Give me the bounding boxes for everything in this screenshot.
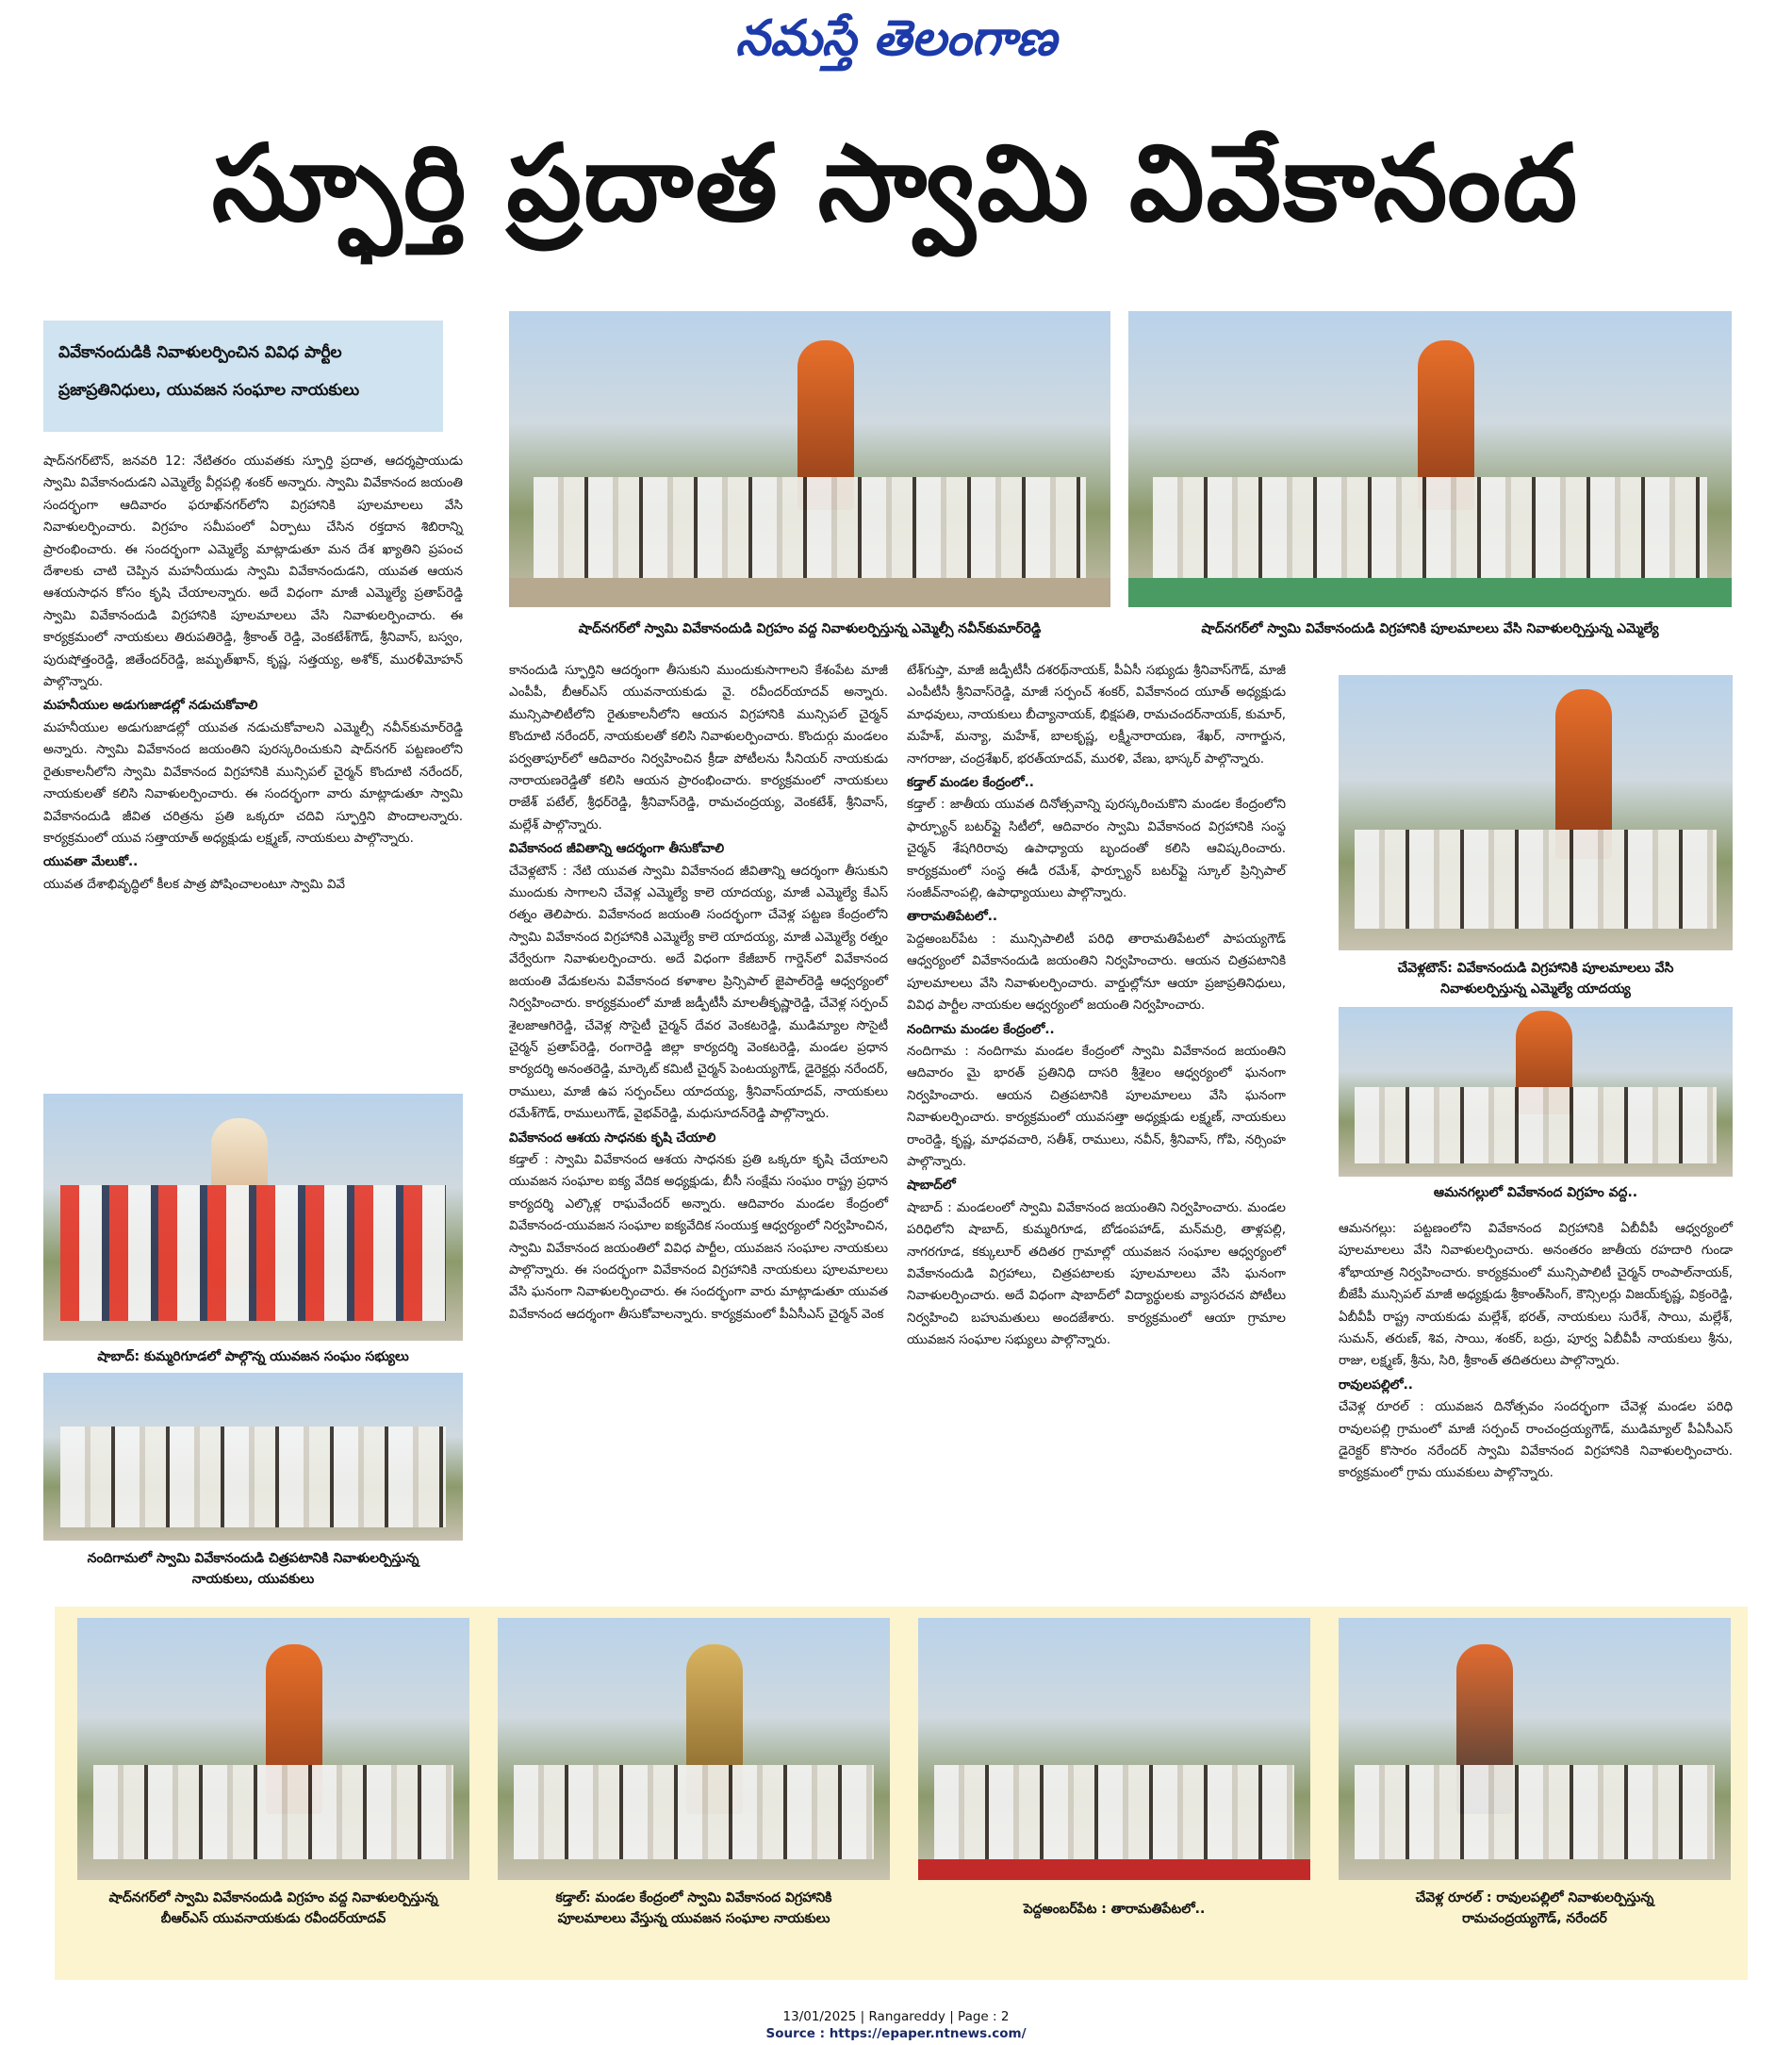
article-paragraph: ఆమనగల్లు: పట్టణంలోని వివేకానంద విగ్రహానికి ఏబీవీపీ ఆధ్వర్యంలో పూలమాలలు వేసి నివాళులర్పించారు. అనంతరం జాతీయ రహదారి గుండా శోభాయాత్ర నిర్వహించారు. కార్యక్రమంలో మున్సిపాలిటీ చైర్మన్ రాంపాల్‌నాయక్, బీజేపీ మున్సిపల్ మాజీ అధ్యక్షుడు శ్రీకాంత్‌సింగ్, కౌన్సిలర్లు విజయ్‌కృష్ణ, విక్రంరెడ్డి, ఏబీవీపీ రాష్ట్ర నాయకుడు మల్లేశ్, భరత్, నాయకులు సురేశ్, సాయి, మల్లేశ్, సుమన్, తరుణ్, శివ, సాయి, శంకర్, బద్రు, పూర్వ ఏబీవీపీ నాయకులు శ్రీను, రాజు, లక్ష్మణ్, శ్రీను, సిరి, శ్రీకాంత్ తదితరులు పాల్గొన్నారు. [1339,1221,1733,1369]
article-paragraph: పెద్దఅంబర్‌పేట : మున్సిపాలిటీ పరిధి తారామతిపేటలో పాపయ్యగౌడ్ ఆధ్వర్యంలో వివేకానందుడి జయంతిని నిర్వహించారు. ఆయన చిత్రపటానికి పూలమాలలు వేసి నివాళులర్పించారు. వార్డుల్లోనూ ఆయా ప్రజాప్రతినిధులు, వివిధ పార్టీల నాయకుల ఆధ్వర్యంలో జయంతి నిర్వహించారు. [907,931,1286,1014]
caption-photo-top-mid: షాద్‌నగర్‌లో స్వామి వివేకానందుడి విగ్రహం వద్ద నివాళులర్పిస్తున్న ఎమ్మెల్సీ నవీన్‌కుమార్‌రెడ్డి [578,621,1042,636]
caption-line: చేవెళ్లటౌన్: వివేకానందుడి విగ్రహానికి పూలమాలలు వేసి [1397,961,1674,976]
article-subheading: మహనీయుల అడుగుజాడల్లో నడుచుకోవాలి [43,698,258,714]
photo-shabad-kummariguda [43,1094,463,1341]
newspaper-masthead: నమస్తే తెలంగాణ [735,9,1057,67]
article-paragraph: షాద్‌నగర్‌టౌన్, జనవరి 12: నేటితరం యువతకు స్ఫూర్తి ప్రదాత, ఆదర్శప్రాయుడు స్వామి వివేకానందుడని ఎమ్మెల్యే వీర్లపల్లి శంకర్ అన్నారు. స్వామి వివేకానంద జయంతి సందర్భంగా ఆదివారం ఫరూఖ్‌నగర్‌లోని విగ్రహానికి పూలమాలలు వేసి నివాళులర్పించారు. విగ్రహం సమీపంలో ఏర్పాటు చేసిన రక్తదాన శిబిరాన్ని ప్రారంభించారు. ఈ సందర్భంగా ఎమ్మెల్యే మాట్లాడుతూ మన దేశ ఖ్యాతిని ప్రపంచ దేశాలకు చాటి చెప్పిన మహనీయుడు స్వామి వివేకానందుడని, యువత ఆయన ఆశయసాధన కోసం కృషి చేయాలన్నారు. అదే విధంగా మాజీ ఎమ్మెల్యే ప్రతాప్‌రెడ్డి స్వామి వివేకానందుడి విగ్రహానికి పూలమాలలు వేసి నివాళులర్పించారు. ఈ కార్యక్రమంలో నాయకులు తిరుపతిరెడ్డి, శ్రీకాంత్ రెడ్డి, వెంకటేశ్‌గౌడ్, శ్రీనివాస్, బస్వం, పురుషోత్తంరెడ్డి, జితేందర్‌రెడ్డి, జమృత్‌ఖాన్, కృష్ణ, సత్తయ్య, అశోక్, మురళీమోహన్ పాల్గొన్నారు. [43,454,463,690]
article-column-1 [43,451,463,896]
article-paragraph: కడ్తాల్ : జాతీయ యువత దినోత్సవాన్ని పురస్కరించుకొని మండల కేంద్రంలోని ఫార్చ్యూన్ బటర్‌ఫ్లై సిటీలో, ఆదివారం స్వామి వివేకానంద విగ్రహానికి సంస్థ చైర్మన్ శేషగిరిరావు ఉపాధ్యాయ బృందంతో కలిసి ఆవిష్కరించారు. కార్యక్రమంలో సంస్థ ఈడీ రమేశ్, ఫార్చ్యూన్ బటర్‌ఫ్లై స్కూల్ ప్రిన్సిపాల్ సంజీవ్‌నాంపల్లి, ఉపాధ్యాయులు పాల్గొన్నారు. [907,797,1286,901]
article-paragraph: మహనీయుల అడుగుజాడల్లో యువత నడుచుకోవాలని ఎమ్మెల్సీ నవీన్‌కుమార్‌రెడ్డి అన్నారు. స్వామి వివేకానంద జయంతిని పురస్కరించుకుని షాద్‌నగర్ పట్టణంలోని రైతుకాలనీలోని స్వామి వివేకానంద విగ్రహానికి మున్సిపల్ చైర్మన్ కొందూటి నరేందర్, నాయకులతో కలిసి నివాళులర్పించారు. ఈ సందర్భంగా వారు మాట్లాడుతూ స్వామి వివేకానందుడి జీవిత చరిత్రను ప్రతి ఒక్కరూ చదివి స్ఫూర్తిని పొందాలన్నారు. కార్యక్రమంలో యువ సత్తాయాత్ అధ్యక్షుడు లక్ష్మణ్, నాయకులు పాల్గొన్నారు. [43,719,463,846]
article-paragraph: కడ్తాల్ : స్వామి వివేకానంద ఆశయ సాధనకు ప్రతి ఒక్కరూ కృషి చేయాలని యువజన సంఘాల ఐక్య వేదిక అధ్యక్షుడు, బీసీ సంక్షేమ సంఘం రాష్ట్ర ప్రధాన కార్యదర్శి ఎల్కొళ్ల రాఘవేందర్ అన్నారు. ఆదివారం మండల కేంద్రంలో వివేకానంద-యువజన సంఘాల ఐక్యవేదిక సంయుక్త ఆధ్వర్యంలో నిర్వహించిన, స్వామి వివేకానంద జయంతిలో వివిధ పార్టీల, యువజన సంఘాల నాయకులు పాల్గొన్నారు. ఈ సందర్భంగా వివేకానంద విగ్రహానికి నాయకులు పూలమాలలు వేసి ఘనంగా నివాళులర్పించారు. ఈ సందర్భంగా వారు మాట్లాడుతూ యువత వివేకానంద ఆదర్శంగా తీసుకోవాలన్నారు. కార్యక్రమంలో పీఏసీఎస్ చైర్మన్ వెంక [509,1151,888,1322]
article-paragraph: కానందుడి స్ఫూర్తిని ఆదర్శంగా తీసుకుని ముందుకుసాగాలని కేశంపేట మాజీ ఎంపీపీ, బీఆర్‌ఎస్ యువనాయకుడు వై. రవీందర్‌యాదవ్ అన్నారు. మున్సిపాలిటీలోని రైతుకాలనీలోని ఆయన విగ్రహానికి మున్సిపల్ చైర్మన్ కొందూటి నరేందర్, నాయకులతో కలిసి నివాళులర్పించారు. కొందుర్గు మండలం పర్వతాపూర్‌లో ఆదివారం నిర్వహించిన క్రీడా పోటీలను సీనియర్ నాయకుడు నారాయణరెడ్డితో కలిసి ఆయన ప్రారంభించారు. కార్యక్రమంలో నాయకులు రాజేశ్ పటేల్, శ్రీధర్‌రెడ్డి, శ్రీనివాస్‌రెడ్డి, రామచంద్రయ్య, వెంకటేశ్, శ్రీనివాస్, మల్లేశ్ పాల్గొన్నారు. [509,663,888,833]
subhead-box [43,321,443,432]
caption-bottom-4 [1327,1888,1742,1929]
crowd-shape [514,1765,875,1859]
crowd-shape [1355,830,1718,929]
crowd-shape [534,477,1087,584]
caption-photo-top-right: షాద్‌నగర్‌లో స్వామి వివేకానందుడి విగ్రహానికి పూలమాలలు వేసి నివాళులర్పిస్తున్న ఎమ్మెల్యే [1201,621,1659,636]
article-paragraph: చేవెళ్ల రూరల్ : యువజన దినోత్సవం సందర్భంగా చేవెళ్ల మండల పరిధి రావులపల్లి గ్రామంలో మాజీ సర్పంచ్ రాంచంద్రయ్యగౌడ్, ముడిమ్యాల్ పీఏసీఎస్ డైరెక్టర్ కొసారం నరేందర్ స్వామి వివేకానంద విగ్రహానికి నివాళులర్పించారు. కార్యక్రమంలో గ్రామ యువకులు పాల్గొన్నారు. [1339,1399,1733,1481]
footer-source: Source : https://epaper.ntnews.com/ [765,2026,1027,2041]
caption-line: బీఆర్‌ఎస్ యువనాయకుడు రవీందర్‌యాదవ్ [160,1911,386,1926]
crowd-shape [1355,1765,1716,1859]
caption-photo-shabad: షాబాద్: కుమ్మరిగూడలో పాల్గొన్న యువజన సంఘం సభ్యులు [97,1349,409,1364]
photo-shadnagar-mlc [509,311,1110,607]
ground-shape [1128,578,1732,607]
ground-shape [509,578,1110,607]
caption-bottom-2 [486,1888,901,1929]
article-subheading: షాబాద్‌లో [907,1178,956,1194]
crowd-shape [1153,477,1708,584]
caption-line: షాద్‌నగర్‌లో స్వామి వివేకానందుడి విగ్రహం వద్ద నివాళులర్పిస్తున్న [108,1890,438,1905]
caption-line: కడ్తాల్: మండల కేంద్రంలో స్వామి వివేకానంద విగ్రహానికి [555,1890,832,1905]
caption-photo-amangal: ఆమనగల్లులో వివేకానంద విగ్రహం వద్ద.. [1433,1185,1638,1200]
photo-amangal [1339,1007,1733,1177]
crowd-shape [93,1765,454,1859]
page-footer [0,2008,1792,2042]
article-subheading: రావులపల్లిలో.. [1339,1377,1413,1393]
crowd-shape [1355,1087,1718,1163]
photo-bottom-peddamberpet [918,1618,1310,1880]
article-subheading: యువతా మేలుకో.. [43,854,139,870]
ground-shape [918,1859,1310,1880]
article-subheading: వివేకానంద ఆశయ సాధనకు కృషి చేయాలి [509,1130,716,1146]
article-paragraph: షాబాద్ : మండలంలో స్వామి వివేకానంద జయంతిని నిర్వహించారు. మండల పరిధిలోని షాబాద్, కుమ్మరిగూడ, బోడంపహాడ్, మన్‌మర్రి, తాళ్లపల్లి, నాగరగూడ, కక్కులూర్ తదితర గ్రామాల్లో యువజన సంఘాల ఆధ్వర్యంలో వివేకానందుడి విగ్రహాలు, చిత్రపటాలకు పూలమాలలు వేసి ఘనంగా నివాళులర్పించారు. అదే విధంగా షాబాద్‌లో విద్యార్థులకు వ్యాసరచన పోటీలు నిర్వహించి బహుమతులు అందజేశారు. కార్యక్రమంలో ఆయా గ్రామాల యువజన సంఘాల సభ్యులు పాల్గొన్నారు. [907,1199,1286,1348]
article-paragraph: చేవెళ్లటౌన్ : నేటి యువత స్వామి వివేకానంద జీవితాన్ని ఆదర్శంగా తీసుకుని ముందుకు సాగాలని చేవెళ్ల ఎమ్మెల్యే కాలె యాదయ్య, మాజీ ఎమ్మెల్యే కేఎస్ రత్నం తెలిపారు. వివేకానంద జయంతి సందర్భంగా చేవెళ్ల పట్టణ కేంద్రంలోని స్వామి వివేకానంద విగ్రహానికి ఎమ్మెల్యే కాలె యాదయ్య, మాజీ ఎమ్మెల్యే రత్నం వేర్వేరుగా నివాళులర్పించారు. అదే విధంగా కేజీబార్ గార్డెన్‌లో వివేకానంద జయంతి వేడుకలను వివేకానంద కళాశాల ప్రిన్సిపాల్ జైపాల్‌రెడ్డి ఆధ్వర్యంలో నిర్వహించారు. కార్యక్రమంలో మాజీ జడ్పీటీసీ మాలతీకృష్ణారెడ్డి, చేవెళ్ల సర్పంచ్ శైలజాఆగిరెడ్డి, చేవెళ్ల సొసైటీ చైర్మన్ దేవర వెంకటరెడ్డి, ముడిమ్యాల సొసైటీ చైర్మన్ ప్రతాప్‌రెడ్డి, రంగారెడ్డి జిల్లా కార్యదర్శి వెంకటరెడ్డి, మండల ప్రధాన కార్యదర్శి అనంతరెడ్డి, మార్కెట్ కమిటీ చైర్మన్ పెంటయ్యగౌడ్, డైరెక్టర్లు నరేందర్, రాములు, మాజీ ఉప సర్పంచ్‌లు యాదయ్య, శ్రీనివాస్‌యాదవ్, నాయకులు రమేశ్‌గౌడ్, రాములుగౌడ్, వైభవ్‌రెడ్డి, మధుసూదన్‌రెడ్డి పాల్గొన్నారు. [509,863,888,1122]
article-subheading: కడ్తాల్ మండల కేంద్రంలో.. [907,775,1034,791]
caption-bottom-3: పెద్దఅంబర్‌పేట : తారామతిపేటలో.. [1023,1902,1206,1917]
caption-line: పూలమాలలు వేస్తున్న యువజన సంఘాల నాయకులు [557,1911,830,1926]
caption-photo-nandigama [43,1548,463,1590]
caption-bottom-1 [66,1888,481,1929]
caption-line: నాయకులు, యువకులు [191,1572,315,1587]
article-column-3 [907,660,1286,1352]
article-subheading: నందిగామ మండల కేంద్రంలో.. [907,1021,1055,1037]
photo-shadnagar-mla [1128,311,1732,607]
subhead-line-1: వివేకానందుడికి నివాళులర్పించిన వివిధ పార్టీల [58,343,342,362]
footer-date-edition: 13/01/2025 | Rangareddy | Page : 2 [782,2009,1010,2024]
photo-chevella [1339,675,1733,950]
article-column-4 [1339,1218,1733,1485]
crowd-shape [60,1427,446,1527]
crowd-shape [60,1185,446,1321]
photo-bottom-shadnagar [77,1618,469,1880]
article-column-2 [509,660,888,1326]
photo-nandigama [43,1373,463,1541]
caption-line: నివాళులర్పిస్తున్న ఎమ్మెల్యే యాదయ్య [1440,981,1631,997]
photo-bottom-kadthal [498,1618,890,1880]
photo-bottom-ravulapalli [1339,1618,1731,1880]
article-subheading: వివేకానంద జీవితాన్ని ఆదర్శంగా తీసుకోవాలి [509,841,725,857]
page-headline: స్ఫూర్తి ప్రదాత స్వామి వివేకానంద [211,123,1580,245]
subhead-line-2: ప్రజాప్రతినిధులు, యువజన సంఘాల నాయకులు [58,381,360,400]
caption-line: నందిగామలో స్వామి వివేకానందుడి చిత్రపటానికి నివాళులర్పిస్తున్న [87,1551,419,1566]
crowd-shape [934,1765,1295,1859]
caption-photo-chevella [1339,958,1733,999]
article-paragraph: టేశ్‌గుప్తా, మాజీ జడ్పీటీసీ దశరథ్‌నాయక్, పీఏసీ సభ్యుడు శ్రీనివాస్‌గౌడ్, మాజీ ఎంపీటీసీ శ్రీనివాస్‌రెడ్డి, మాజీ సర్పంచ్ శంకర్, వివేకానంద యూత్ అధ్యక్షుడు మాధవులు, నాయకులు బీచ్యానాయక్, భిక్షపతి, రామచందర్‌నాయక్, కుమార్, మహేశ్, మన్యా, మహేశ్, బాలకృష్ణ, లక్ష్మీనారాయణ, శేఖర్, నాగార్జున, నాగరాజు, చంద్రశేఖర్, భరత్‌యాదవ్, మురళి, వేణు, భాస్కర్ పాల్గొన్నారు. [907,663,1286,767]
article-paragraph: యువత దేశాభివృద్ధిలో కీలక పాత్ర పోషించాలంటూ స్వామి వివే [43,876,346,892]
caption-line: రామచంద్రయ్యగౌడ్, నరేందర్ [1462,1911,1607,1926]
article-subheading: తారామతిపేటలో.. [907,909,997,925]
article-paragraph: నందిగామ : నందిగామ మండల కేంద్రంలో స్వామి వివేకానంద జయంతిని ఆదివారం మై భారత్ ప్రతినిధి దాసరి శ్రీశైలం ఆధ్వర్యంలో ఘనంగా నిర్వహించారు. ఆయన చిత్రపటానికి పూలమాలలు వేసి ఘనంగా నివాళులర్పించారు. కార్యక్రమంలో యువసత్తా అధ్యక్షుడు లక్ష్మణ్, నాయకులు రాంరెడ్డి, కృష్ణ, మాధవచారి, సతీశ్, రాములు, నవీన్, శ్రీనివాస్, గోపి, నర్సింహ పాల్గొన్నారు. [907,1043,1286,1169]
caption-line: చేవెళ్ల రూరల్ : రావులపల్లిలో నివాళులర్పిస్తున్న [1415,1890,1654,1905]
